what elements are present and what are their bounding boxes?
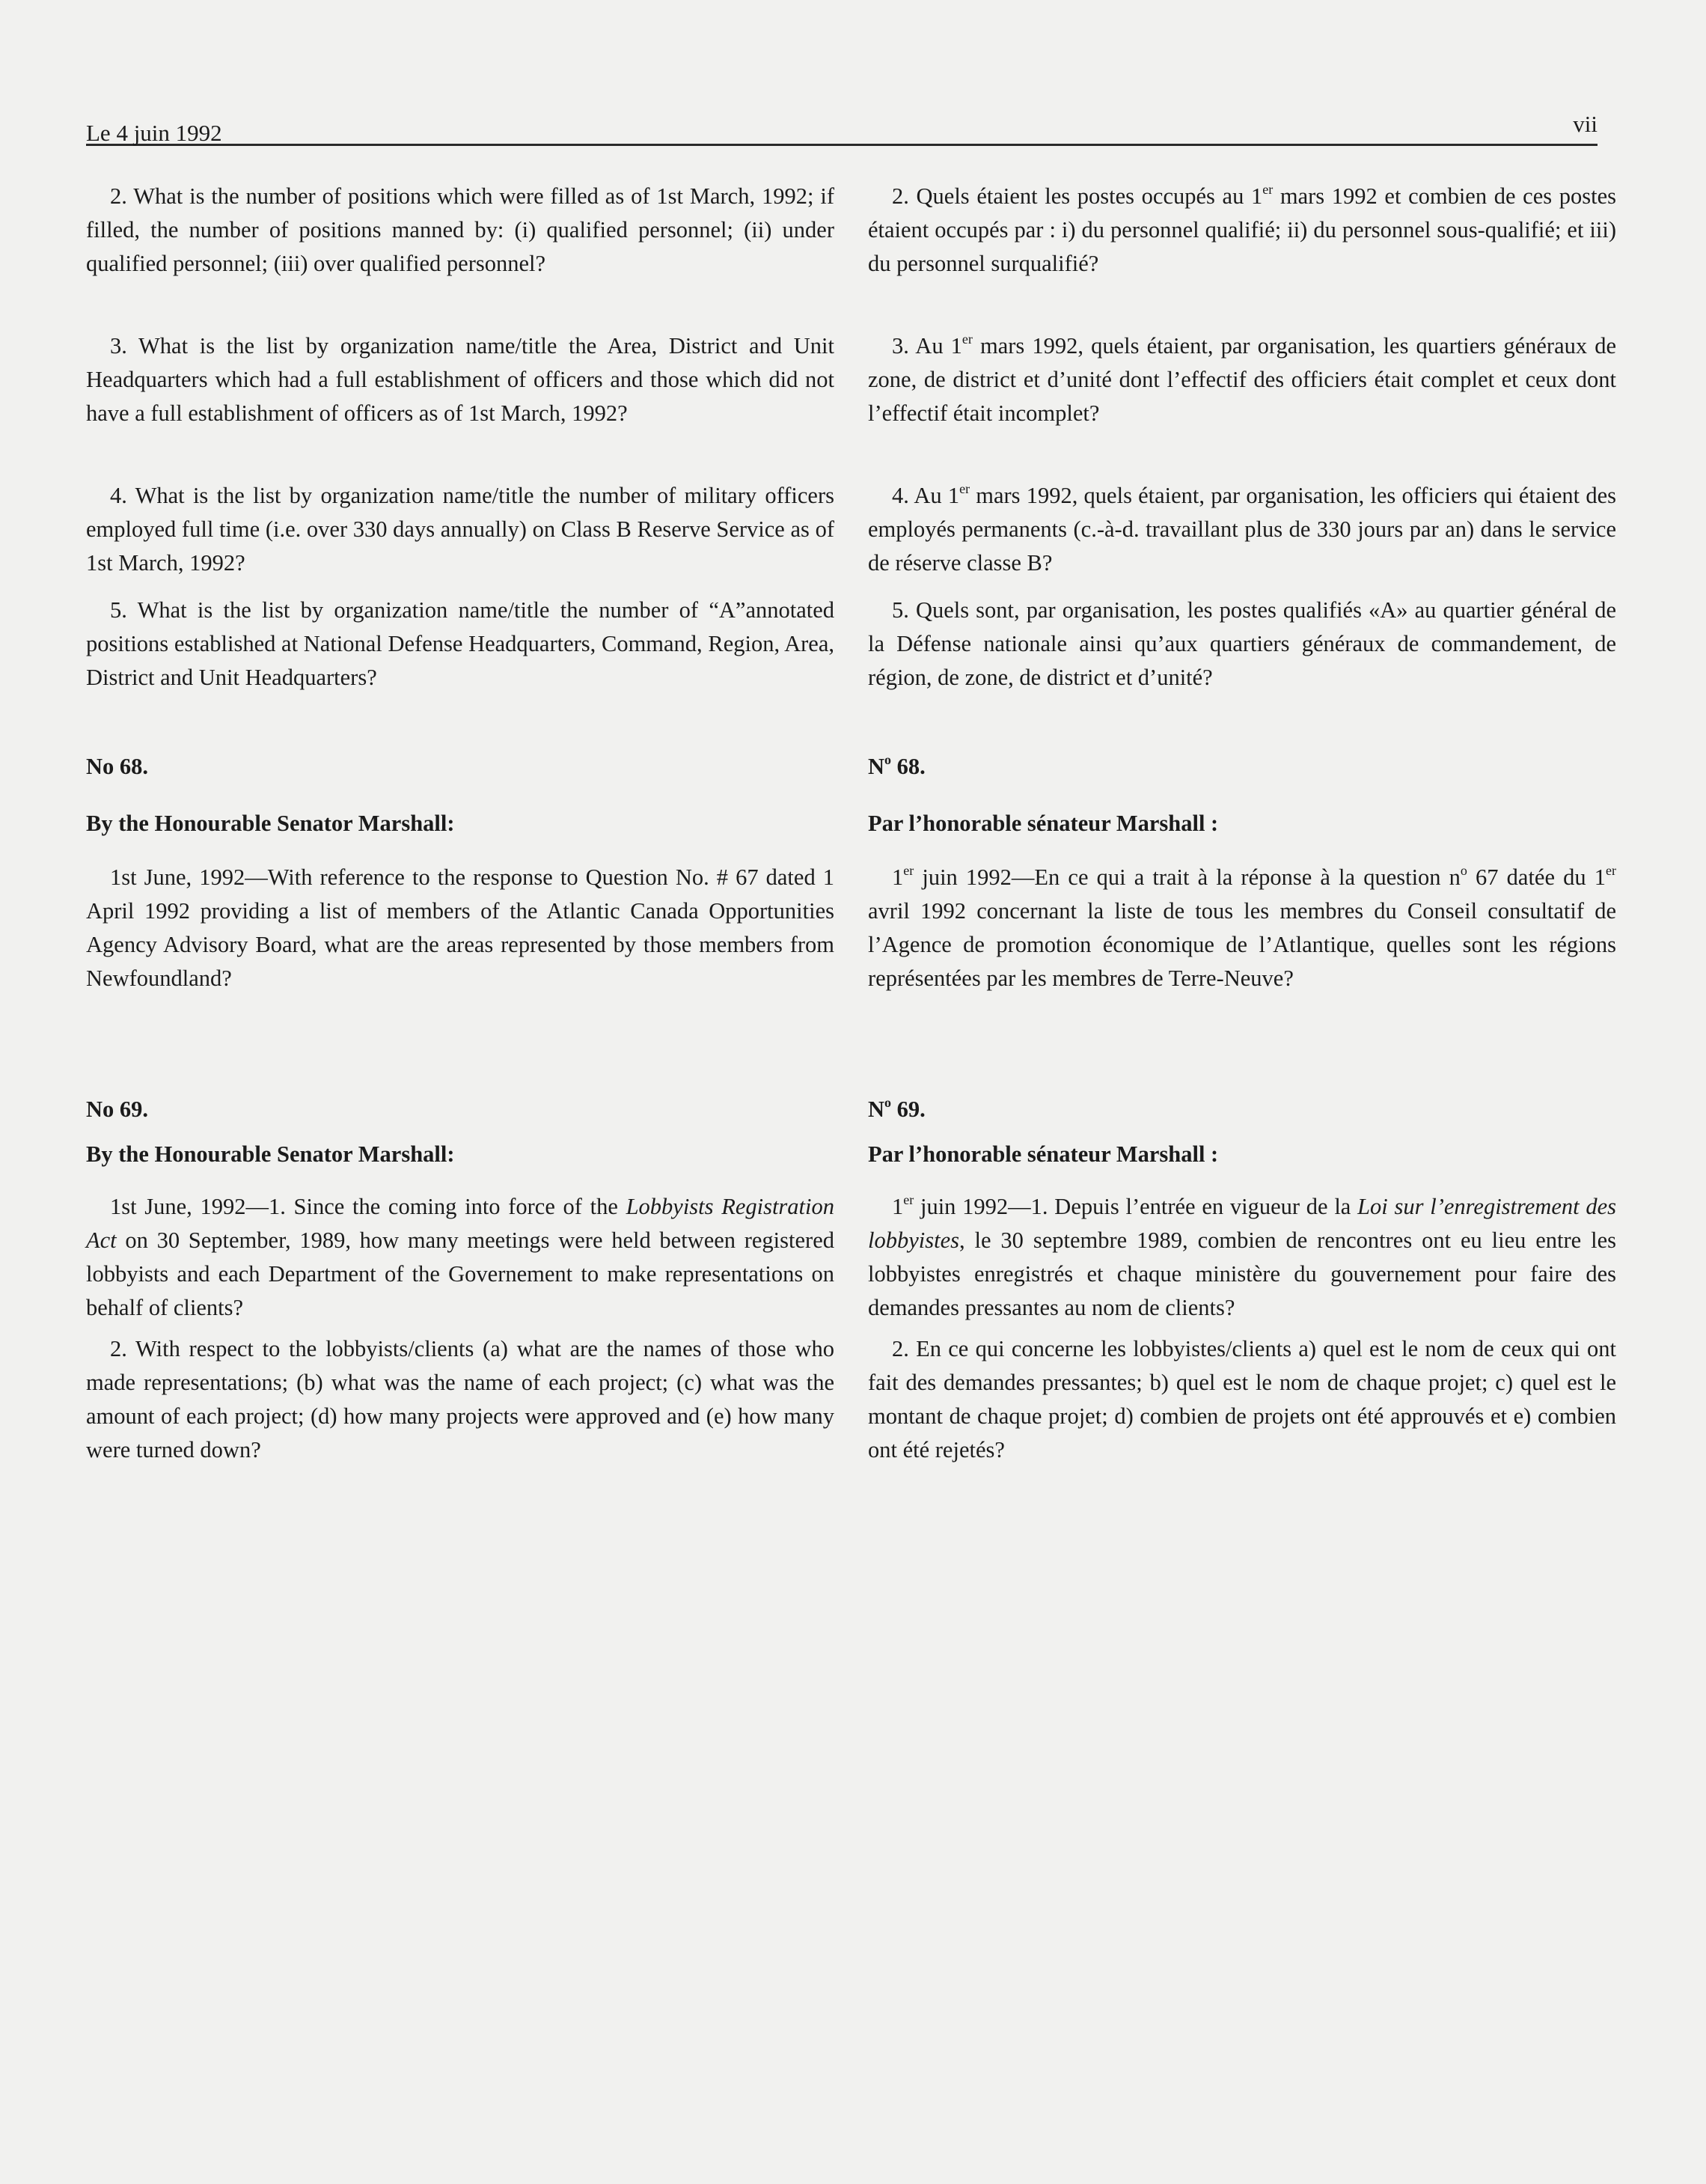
question-4-en: 4. What is the list by organization name/title the number of military officers employed full time (i.e. over 330 days annually) on Class B Reserve Service as of 1st March, 1992?: [86, 483, 834, 576]
question-number-68-fr: $N^o$ 68.: [868, 751, 926, 779]
question-4-fr: 4. Au 1er mars 1992, quels étaient, par organisation, les officiers qui étaient des employés permanents (c.-à-d. travaillant plus de 330 jours par an) dans le service de réserve classe B?: [868, 481, 1616, 576]
question-5-en: 5. What is the list by organization name/title the number of “A”annotated positions established at National Defense Headquarters, Command, Region, Area, District and Unit Headquarters?: [86, 597, 834, 690]
senator-heading-68-en: By the Honourable Senator Marshall:: [86, 811, 455, 836]
question-number-69-en: No 69.: [86, 1096, 149, 1122]
question-number-69-fr: $N^o$ 69.: [868, 1094, 926, 1122]
senator-heading-68-fr: Par l’honorable sénateur Marshall :: [868, 811, 1219, 836]
senator-heading-69-fr: Par l’honorable sénateur Marshall :: [868, 1141, 1219, 1167]
question-2-en: 2. What is the number of positions which were filled as of 1st March, 1992; if filled, the number of positions manned by: (i) qualified personnel; (ii) under qualified personnel; (iii) over qualified personnel?: [86, 183, 834, 276]
question-3-en: 3. What is the list by organization name/title the Area, District and Unit Headquarters which had a full establishment of officers and those which did not have a full establishment of officers as of 1st March, 1992?: [86, 333, 834, 426]
question-69-part1-fr: 1er juin 1992—1. Depuis l’entrée en vigueur de la Loi sur l’enregistrement des lobbyistes, le 30 septembre 1989, combien de rencontres ont eu lieu entre les lobbyistes enregistrés et chaque ministère du gouvernement pour faire des demandes pressantes au nom de clients?: [868, 1192, 1616, 1320]
question-2-fr: 2. Quels étaient les postes occupés au 1er mars 1992 et combien de ces postes étaient occupés par : i) du personnel qualifié; ii) du personnel sous-qualifié; et iii) du personnel surqualifié?: [868, 181, 1616, 276]
page-number: vii: [1573, 111, 1598, 137]
question-69-part1-en: 1st June, 1992—1. Since the coming into force of the Lobbyists Registration Act on 30 September, 1989, how many meetings were held between registered lobbyists and each Department of the Governement to make representations on behalf of clients?: [86, 1194, 834, 1320]
header-date: Le 4 juin 1992: [86, 120, 222, 146]
question-69-part2-en: 2. With respect to the lobbyists/clients (a) what are the names of those who made representations; (b) what was the name of each project; (c) what was the amount of each project; (d) how many projects were approved and (e) how many were turned down?: [86, 1336, 834, 1462]
question-3-fr: 3. Au 1er mars 1992, quels étaient, par organisation, les quartiers généraux de zone, de district et d’unité dont l’effectif des officiers était complet et ceux dont l’effectif était incomplet?: [868, 331, 1617, 426]
question-5-fr: 5. Quels sont, par organisation, les postes qualifiés «A» au quartier général de la Défense nationale ainsi qu’aux quartiers généraux de commandement, de région, de zone, de district et d’unité?: [868, 597, 1616, 690]
question-68-text-en: 1st June, 1992—With reference to the response to Question No. # 67 dated 1 April 1992 providing a list of members of the Atlantic Canada Opportunities Agency Advisory Board, what are the areas represented by those members from Newfoundland?: [86, 864, 834, 991]
question-number-68-en: No 68.: [86, 754, 149, 779]
question-68-text-fr: 1er juin 1992—En ce qui a trait à la réponse à la question $n^o$ 67 datée du 1er avril 1992 concernant la liste de tous les membres du Conseil consultatif de l’Agence de promotion économique de l’Atlantique, quelles sont les régions représentées par les membres de Terre-Neuve?: [868, 862, 1616, 991]
question-69-part2-fr: 2. En ce qui concerne les lobbyistes/clients a) quel est le nom de ceux qui ont fait des demandes pressantes; b) quel est le nom de chaque projet; c) quel est le montant de chaque projet; d) combien de projets ont été approuvés et e) combien ont été rejetés?: [868, 1336, 1616, 1462]
senator-heading-69-en: By the Honourable Senator Marshall:: [86, 1141, 455, 1167]
page-header: [86, 106, 1598, 146]
